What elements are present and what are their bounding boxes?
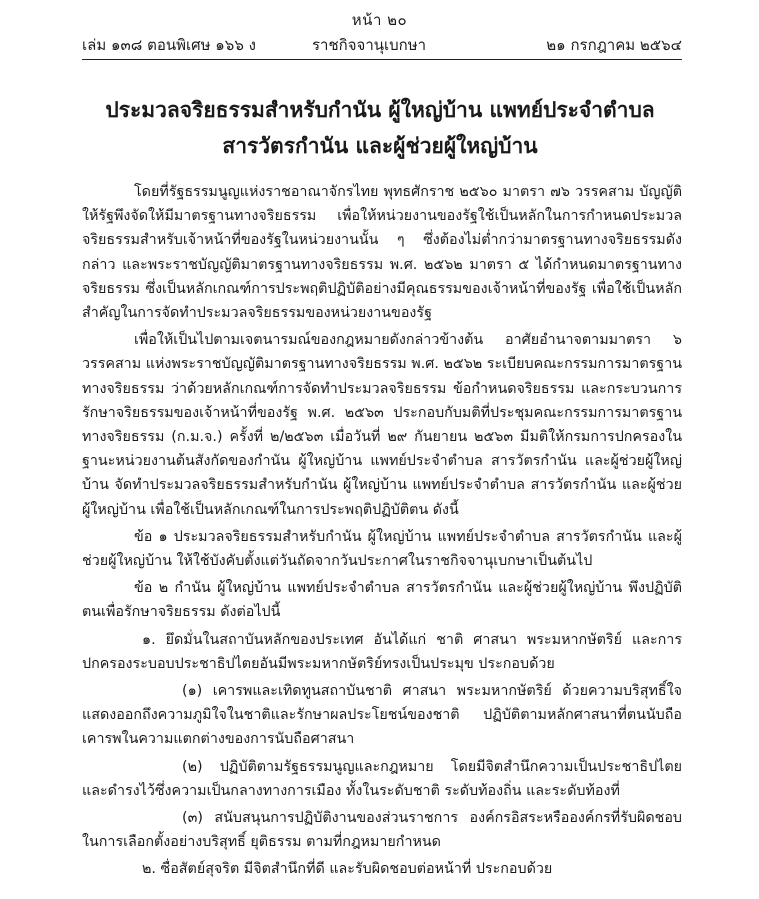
page-number: หน้า ๒๐	[351, 11, 408, 29]
document-title-line-2: สารวัตรกำนัน และผู้ช่วยผู้ใหญ่บ้าน	[222, 134, 538, 158]
item-2: ๒. ซื่อสัตย์สุจริต มีจิตสำนึกที่ดี และรับผิดชอบต่อหน้าที่ ประกอบด้วย	[142, 861, 553, 878]
clause-1: ข้อ ๑ ประมวลจริยธรรมสำหรับกำนัน ผู้ใหญ่บ้าน แพทย์ประจำตำบล สารวัตรกำนัน และผู้ช่วยผู้ใหญ่บ้าน ให้ใช้บังคับตั้งแต่วันถัดจากวันประกาศในราชกิจจานุเบกษาเป็นต้นไป	[82, 528, 682, 570]
document-body	[82, 180, 682, 885]
publication-name: ราชกิจจานุเบกษา	[312, 36, 427, 54]
header-divider	[82, 59, 682, 60]
volume-info: เล่ม ๑๓๘ ตอนพิเศษ ๑๖๖ ง	[82, 36, 256, 54]
item-1-sub-2: (๒) ปฏิบัติตามรัฐธรรมนูญและกฎหมาย โดยมีจิตสำนึกความเป็นประชาธิปไตย และดำรงไว้ซึ่งความเป็นกลางทางการเมือง ทั้งในระดับชาติ ระดับท้องถิ่น และระดับท้องที่	[82, 758, 682, 799]
item-1-sub-1: (๑) เคารพและเทิดทูนสถาบันชาติ ศาสนา พระมหากษัตริย์ ด้วยความบริสุทธิ์ใจ แสดงออกถึงความภูมิใจในชาติและรักษาผลประโยชน์ของชาติ ปฏิบัติตามหลักศาสนาที่ตนนับถือ เคารพในความแตกต่างของการนับถือศาสนา	[82, 683, 682, 748]
gazette-header	[82, 33, 682, 57]
clause-2: ข้อ ๒ กำนัน ผู้ใหญ่บ้าน แพทย์ประจำตำบล สารวัตรกำนัน และผู้ช่วยผู้ใหญ่บ้าน พึงปฏิบัติตนเพื่อรักษาจริยธรรม ดังต่อไปนี้	[82, 580, 682, 621]
item-1: ๑. ยึดมั่นในสถาบันหลักของประเทศ อันได้แก่ ชาติ ศาสนา พระมหากษัตริย์ และการปกครองระบอบประชาธิปไตยอันมีพระมหากษัตริย์ทรงเป็นประมุข ประกอบด้วย	[82, 631, 682, 672]
publication-date: ๒๑ กรกฎาคม ๒๕๖๔	[546, 36, 682, 54]
preamble-paragraph: โดยที่รัฐธรรมนูญแห่งราชอาณาจักรไทย พุทธศักราช ๒๕๖๐ มาตรา ๗๖ วรรคสาม บัญญัติให้รัฐพึงจัดให้มีมาตรฐานทางจริยธรรม เพื่อให้หน่วยงานของรัฐใช้เป็นหลักในการกำหนดประมวลจริยธรรมสำหรับเจ้าหน้าที่ของรัฐในหน่วยงานนั้น ๆ ซึ่งต้องไม่ต่ำกว่ามาตรฐานทางจริยธรรมดังกล่าว และพระราชบัญญัติมาตรฐานทางจริยธรรม พ.ศ. ๒๕๖๒ มาตรา ๕ ได้กำหนดมาตรฐานทางจริยธรรม ซึ่งเป็นหลักเกณฑ์การประพฤติปฏิบัติอย่างมีคุณธรรมของเจ้าหน้าที่ของรัฐ เพื่อใช้เป็นหลักสำคัญในการจัดทำประมวลจริยธรรมของหน่วยงานของรัฐ	[82, 184, 682, 322]
authority-paragraph: เพื่อให้เป็นไปตามเจตนารมณ์ของกฎหมายดังกล่าวข้างต้น อาศัยอำนาจตามมาตรา ๖ วรรคสาม แห่งพระราชบัญญัติมาตรฐานทางจริยธรรม พ.ศ. ๒๕๖๒ ระเบียบคณะกรรมการมาตรฐานทางจริยธรรม ว่าด้วยหลักเกณฑ์การจัดทำประมวลจริยธรรม ข้อกำหนดจริยธรรม และกระบวนการรักษาจริยธรรมของเจ้าหน้าที่ของรัฐ พ.ศ. ๒๕๖๓ ประกอบกับมติที่ประชุมคณะกรรมการมาตรฐานทางจริยธรรม (ก.ม.จ.) ครั้งที่ ๒/๒๕๖๓ เมื่อวันที่ ๒๙ กันยายน ๒๕๖๓ มีมติให้กรมการปกครองในฐานะหน่วยงานต้นสังกัดของกำนัน ผู้ใหญ่บ้าน แพทย์ประจำตำบล สารวัตรกำนัน และผู้ช่วยผู้ใหญ่บ้าน จัดทำประมวลจริยธรรมสำหรับกำนัน ผู้ใหญ่บ้าน แพทย์ประจำตำบล สารวัตรกำนัน และผู้ช่วยผู้ใหญ่บ้าน เพื่อใช้เป็นหลักเกณฑ์ในการประพฤติปฏิบัติตน ดังนี้	[82, 332, 682, 518]
item-1-sub-3: (๓) สนับสนุนการปฏิบัติงานของส่วนราชการ องค์กรอิสระหรือองค์กรที่รับผิดชอบในการเลือกตั้งอย่างบริสุทธิ์ ยุติธรรม ตามที่กฎหมายกำหนด	[82, 810, 682, 851]
document-title-line-1: ประมวลจริยธรรมสำหรับกำนัน ผู้ใหญ่บ้าน แพทย์ประจำตำบล	[105, 98, 655, 122]
